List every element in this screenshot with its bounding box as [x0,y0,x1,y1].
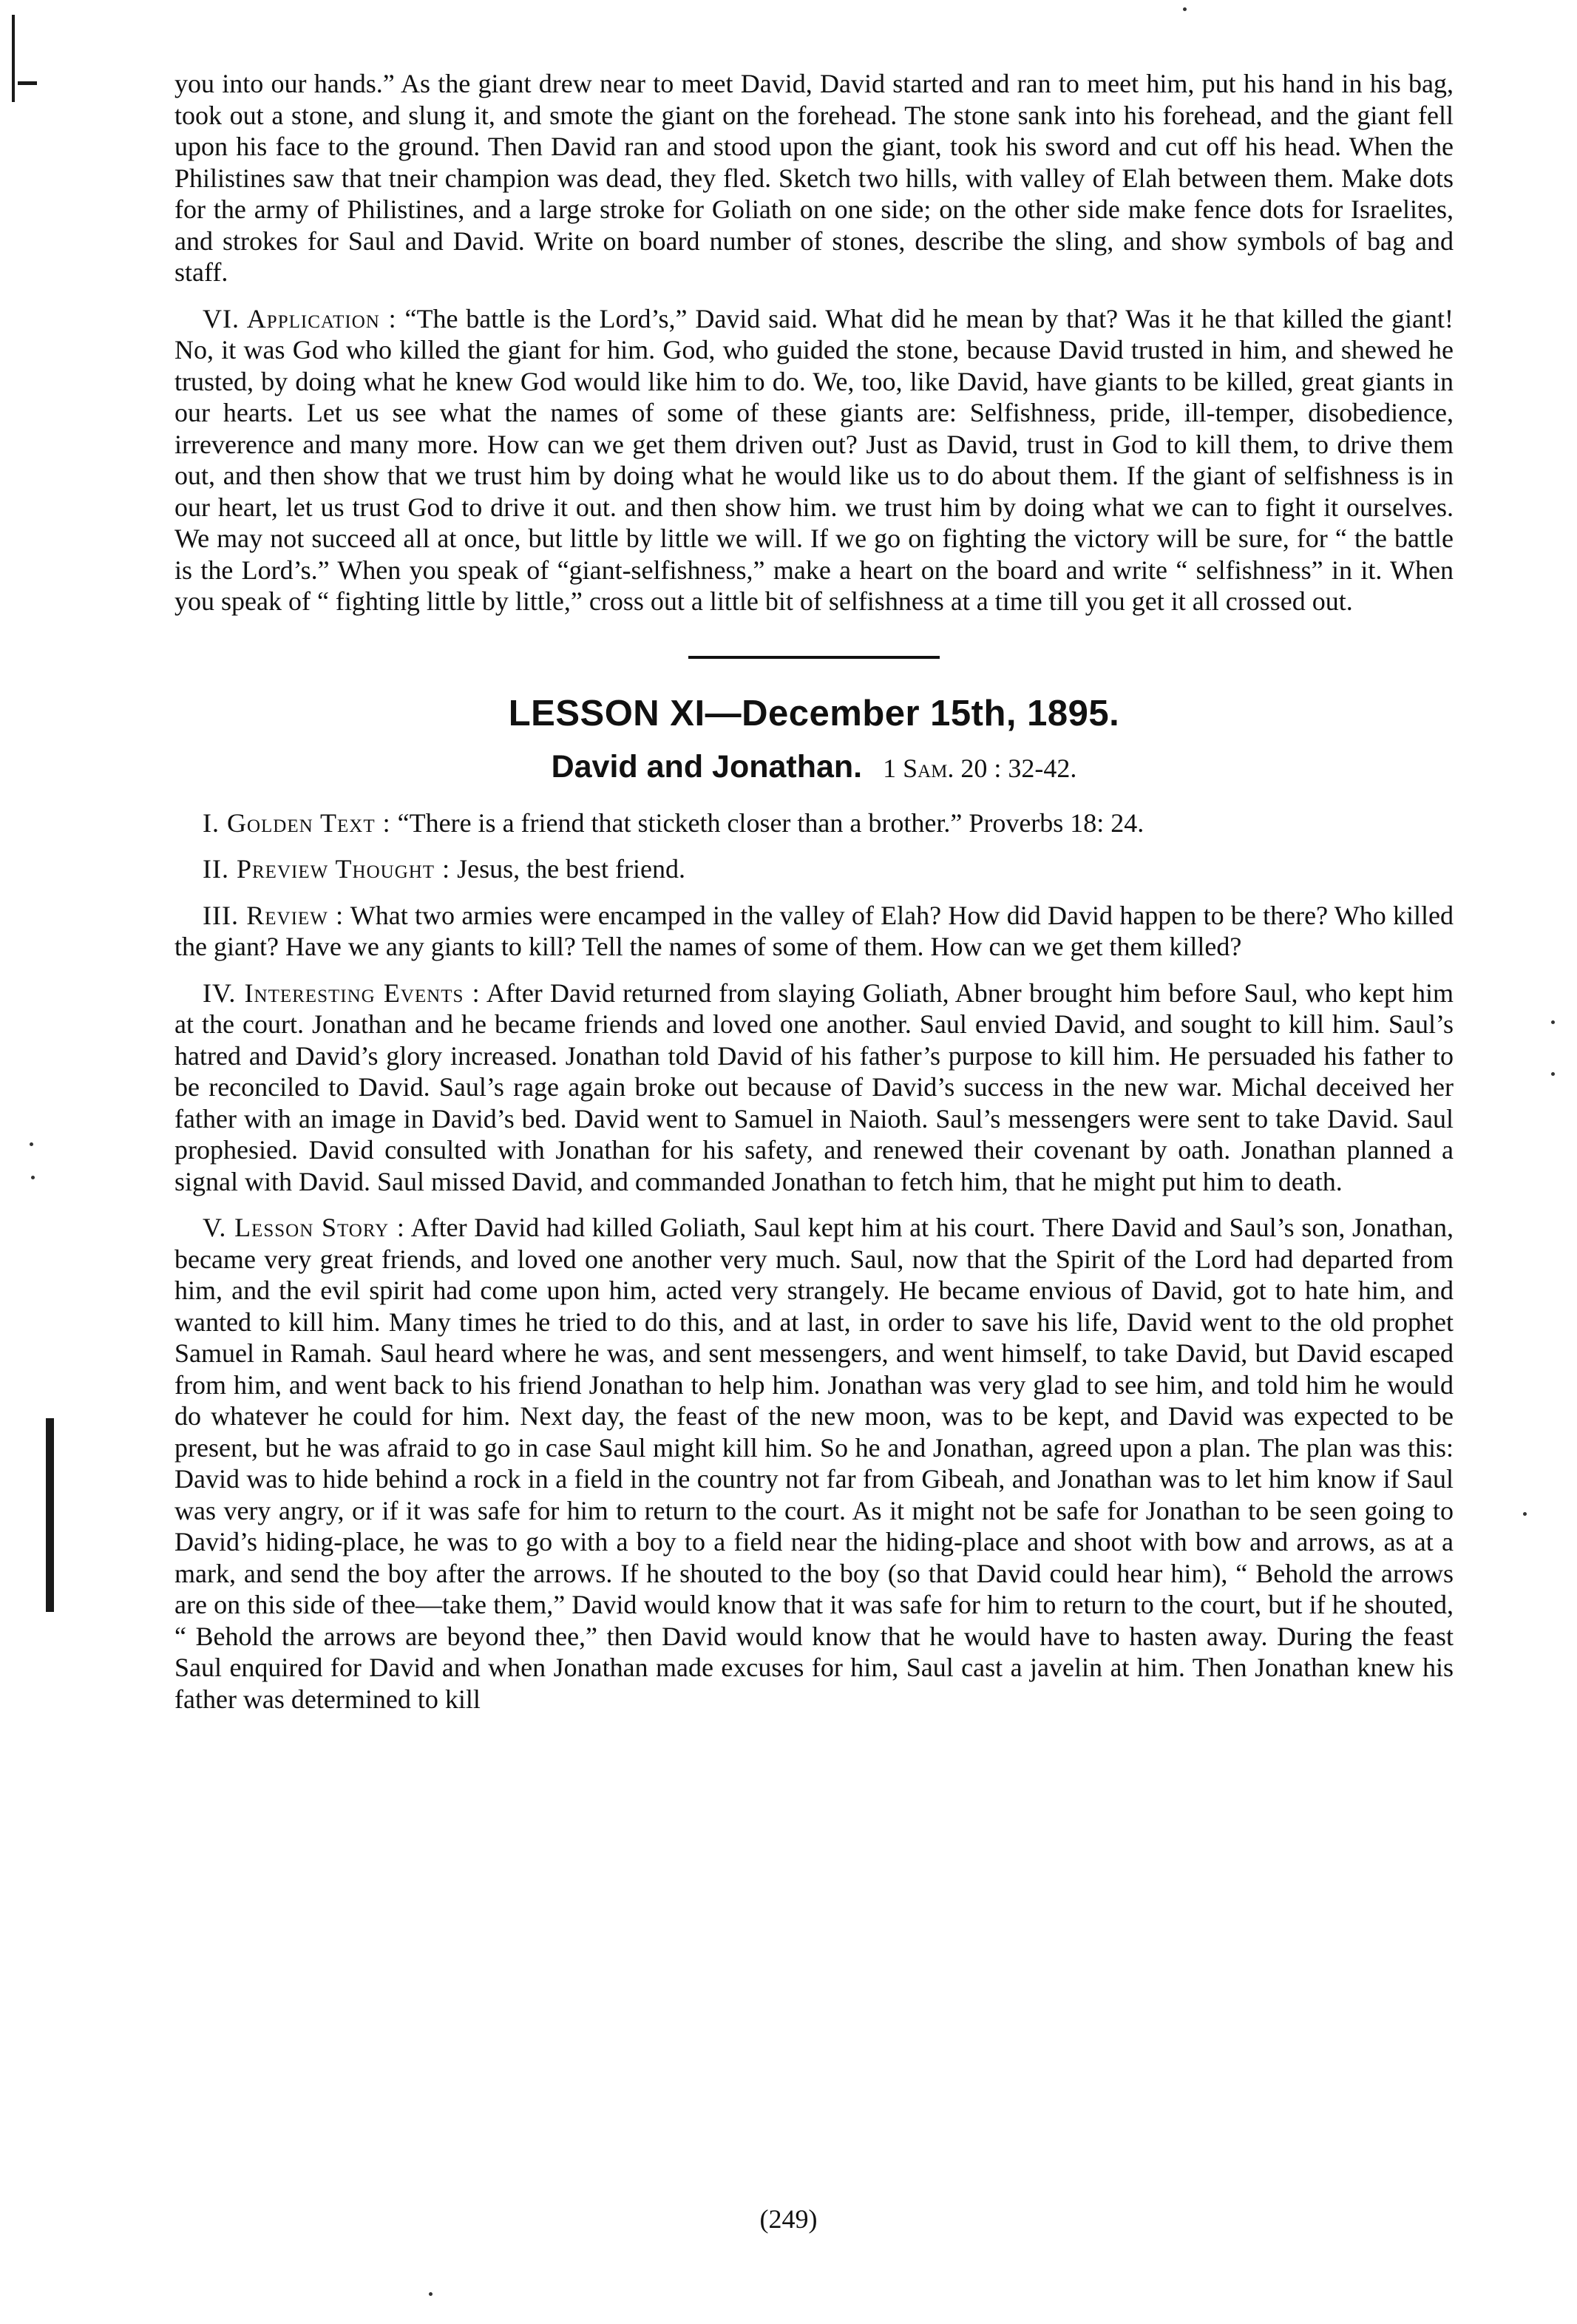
scan-speck [1523,1512,1527,1516]
lesson-title: David and Jonathan. [551,748,863,785]
scan-speck [30,1142,33,1146]
scan-corner-mark [12,15,15,102]
preview-thought-label: II. Preview Thought : [203,854,451,884]
review-text: What two armies were encamped in the valley of Elah? How did David happen to be there? Who killed the giant? Have we any giants to kill? Tell the names of some of them. How can we get them killed? [174,900,1454,961]
preview-thought-paragraph [174,853,1454,885]
lesson-story-paragraph [174,1212,1454,1715]
scan-margin-bar [46,1418,54,1612]
golden-text: “There is a friend that sticketh closer than a brother.” Proverbs 18: 24. [397,807,1144,838]
scan-speck [1183,7,1187,11]
text-column [174,68,1454,1730]
lesson-heading: LESSON XI—December 15th, 1895. [508,693,1120,734]
scripture-reference: 1 Sam. 20 : 32-42. [883,753,1077,783]
scan-corner-mark [18,81,37,85]
scan-speck [1551,1020,1555,1024]
lesson-story-text: After David had killed Goliath, Saul kept him at his court. There David and Saul’s son, Jonathan, became very great friends, and loved one another very much. Saul, now that the Spirit of the Lord had departed from him, and the evil spirit had come upon him, acted very strangely. He became envious of David, got to hate him, and wanted to kill him. Many times he tried to do this, and at last, in order to save his life, David went to the old prophet Samuel in Ramah. Saul heard where he was, and sent messengers, and went himself, to take David, but David escaped from him, and went back to his friend Jonathan to help him. Jonathan was very glad to see him, and told him he would do whatever he could for him. Next day, the feast of the new moon, was to be kept, and David was expected to be present, but he was afraid to go in case Saul might kill him. So he and Jonathan, agreed upon a plan. The plan was this: David was to hide behind a rock in a field in the country not far from Gibeah, and Jonathan was to let him know if Saul was very angry, or if it was safe for him to return to the court. As it might not be safe for Jonathan to be seen going to David’s hiding-place, he was to go with a boy to a field near the hiding-place and shoot with bow and arrows, as at a mark, and send the boy after the arrows. If he shouted to the boy (so that David could hear him), “ Behold the arrows are on this side of thee—take them,” David would know that it was safe for him to return to the court, but if he shouted, “ Behold the arrows are beyond thee,” then David would know that he would have to hasten away. During the feast Saul enquired for David and when Jonathan made excuses for him, Saul cast a javelin at him. Then Jonathan knew his father was determined to kill [174,1213,1454,1714]
application-label: VI. Application : [203,303,397,333]
scan-speck [429,2292,433,2296]
scan-speck [31,1176,35,1179]
section-divider [688,656,940,659]
lesson-story-label: V. Lesson Story : [203,1213,405,1242]
interesting-events-text: After David returned from slaying Goliath, Abner brought him before Saul, who kept him at the court. Jonathan and he became friends and loved one another. Saul envied David, and sought to kill him. Saul’s hatred and David’s glory increased. Jonathan told David of his father’s purpose to kill him. He persuaded his father to be reconciled to David. Saul’s rage again broke out because of David’s success in the new war. Michal deceived her father with an image in David’s bed. David went to Samuel in Naioth. Saul’s messengers were sent to take David. Saul prophesied. David consulted with Jonathan for his safety, and renewed their covenant by oath. Jonathan planned a signal with David. Saul missed David, and commanded Jonathan to fetch him, that he might put him to death. [174,978,1454,1196]
scan-speck [1551,1072,1555,1076]
application-text: “The battle is the Lord’s,” David said. What did he mean by that? Was it he that killed the giant! No, it was God who killed the giant for him. God, who guided the stone, because David trusted in him, and shewed he trusted, by doing what he knew God would like him to do. We, too, like David, have giants to be killed, great giants in our hearts. Let us see what the names of some of these giants are: Selfishness, pride, ill-temper, disobedience, irreverence and many more. How can we get them driven out? Just as David, trust in God to kill them, to drive them out, and then show that we trust him by doing what he would like us to do about them. If the giant of selfishness is in our heart, let us trust God to drive it out. and then show him. we trust him by doing what we can to fight it ourselves. We may not succeed all at once, but little by little we will. If we go on fighting the victory will be sure, for “ the battle is the Lord’s.” When you speak of “giant-selfishness,” make a heart on the board and write “ selfishness” in it. When you speak of “ fighting little by little,” cross out a little bit of selfishness at a time till you get it all crossed out. [174,303,1454,616]
golden-text-paragraph [174,807,1454,839]
interesting-events-paragraph [174,978,1454,1198]
application-paragraph [174,303,1454,617]
page-number: (249) [759,2204,818,2234]
review-paragraph [174,900,1454,963]
review-label: III. Review : [203,900,345,930]
continued-paragraph: you into our hands.” As the giant drew near to meet David, David started and ran to meet him, put his hand in his bag, took out a stone, and slung it, and smote the giant on the forehead. The stone sank into his forehead, and the giant fell upon his face to the ground. Then David ran and stood upon the giant, took his sword and cut off his head. When the Philistines saw that tneir champion was dead, they fled. Sketch two hills, with valley of Elah between them. Make dots for the army of Philistines, and a large stroke for Goliath on one side; on the other side make fence dots for Israelites, and strokes for Saul and David. Write on board number of stones, describe the sling, and show symbols of bag and staff. [174,69,1454,287]
lesson-title-row [174,749,1454,785]
golden-text-label: I. Golden Text : [203,807,391,838]
interesting-events-label: IV. Interesting Events : [203,978,481,1008]
preview-thought-text: Jesus, the best friend. [457,854,686,884]
